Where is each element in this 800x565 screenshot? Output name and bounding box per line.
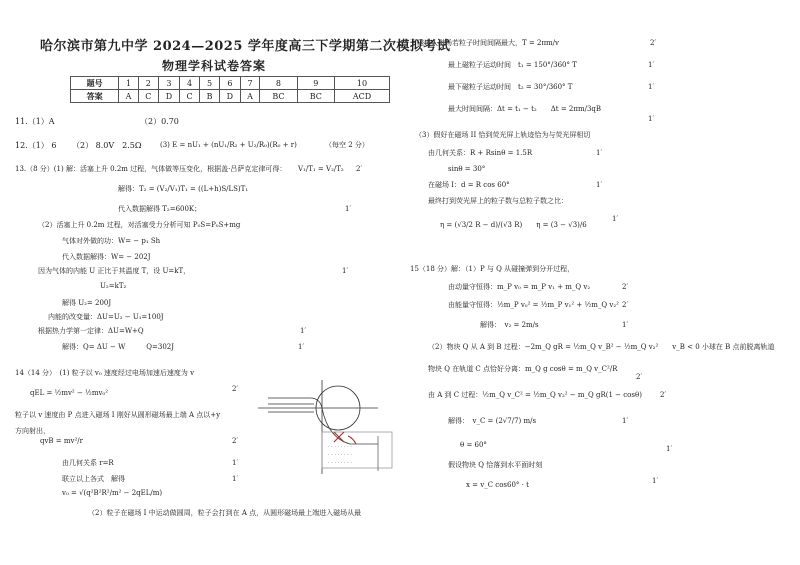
q15-assume: 假设物块 Q 恰落到水平面时刻 (448, 461, 543, 469)
table-cell: 9 (297, 77, 334, 90)
right-line-10: η = (√3/2 R − d)/(√3 R) η = (3 − √3)/6 (440, 221, 587, 229)
table-cell: A (240, 90, 259, 103)
right-line-1: 下磁进入磁场若粒子时间间隔最大，T = 2πm/v (410, 39, 559, 47)
page-subtitle: 物理学科试卷答案 (162, 59, 267, 73)
q14-eq2: qvB = mv²/r (40, 437, 83, 445)
q13-score-3: 1′ (342, 267, 349, 275)
q13-work: 气体对外做的功：W= − p₁ Sh (62, 237, 161, 245)
q13-delta-u: 内能的改变量：ΔU=U₂ − U₁=100J (48, 313, 164, 321)
q13-value: 代入数据解得 T₂=600K； (118, 205, 202, 213)
q15-v2: 解得： v₂ = 2m/s (480, 321, 539, 329)
q15-score-1: 2′ (622, 283, 629, 291)
q14-part2: （2）粒子在磁场 I 中运动做圆周，粒子会打到在 A 点，从圆形磁场最上端进入磁场从最 (88, 509, 362, 517)
q13-score-4: 1′ (300, 327, 307, 335)
row-label: 题号 (71, 77, 119, 90)
q13-score-1: 2′ (356, 165, 363, 173)
table-cell: ACD (335, 90, 390, 103)
table-cell: 3 (158, 77, 179, 90)
right-line-6: 由几何关系：R + Rsinθ = 1.5R (428, 149, 533, 157)
right-score-6: 1′ (596, 149, 603, 157)
q15-score-2: 2′ (622, 301, 629, 309)
q14-eq4: 联立以上各式 解得 (62, 475, 125, 483)
q14-line2: 方向射出， (15, 427, 50, 435)
table-row (71, 77, 390, 90)
q13-heat: 解得：Q= ΔU − W Q=302J (62, 343, 175, 351)
q12-answer-b: （2） 8.0V 2.5Ω (72, 141, 142, 150)
svg-text:· · · · · · · ·: · · · · · · · · (328, 460, 352, 466)
q12-note: （每空 2 分） (325, 141, 369, 149)
q13-score-2: 1′ (345, 205, 352, 213)
q15-score-4: 2′ (636, 373, 643, 381)
q14-score-2: 2′ (232, 437, 239, 445)
table-cell: 10 (335, 77, 390, 90)
table-cell: A (119, 90, 138, 103)
magnetic-field-diagram (258, 376, 398, 476)
right-score-3: 1′ (648, 83, 655, 91)
q13-u2: U₂=kT₂ (100, 282, 127, 290)
q15-score-3: 1′ (622, 321, 629, 329)
q13-law: V₁/T₁ = V₂/T₂ (298, 165, 344, 173)
svg-text:· · · · · · · ·: · · · · · · · · (328, 452, 352, 458)
right-line-8: 在磁场 I：d = R cos 60° (428, 181, 510, 189)
q14-eq3: 由几何关系 r=R (62, 459, 114, 467)
q12-answer-c: (3) E = nU₁ + (nU₁/R₂ + U₂/R₀)(R₀ + r) (160, 141, 297, 149)
right-line-9: 最终打到荧光屏上的粒子数与总粒子数之比： (428, 197, 568, 205)
q13-energy: 因为气体的内能 U 正比于其温度 T，设 U=kT， (38, 267, 191, 275)
right-score-8: 1′ (596, 181, 603, 189)
q13-head: 13.（8 分）(1) 解：活塞上升 0.2m 过程，气体做等压变化，根据盖·吕萨克定律可得： (15, 165, 287, 173)
q15-momentum: 由动量守恒得：m_P v₀ = m_P v₁ + m_Q v₂ (448, 283, 591, 291)
table-cell: 7 (240, 77, 259, 90)
q13-part2: （2）活塞上升 0.2m 过程，对活塞受力分析可知 P₀S=P₀S+mg (38, 221, 241, 229)
q13-work-value: 代入数据解得：W= − 202J (62, 253, 151, 261)
q15-theta: θ = 60° (460, 441, 487, 449)
right-line-7: sinθ = 30° (448, 165, 486, 173)
q14-score-3: 1′ (232, 459, 239, 467)
right-score-2: 1′ (648, 61, 655, 69)
table-cell: BC (260, 90, 297, 103)
right-score-4: 1′ (648, 115, 655, 123)
q13-first-law: 根据热力学第一定律：ΔU=W+Q (38, 327, 144, 335)
table-cell: D (158, 90, 179, 103)
right-line-3: 最下磁粒子运动时间 t₂ = 30°/360° T (448, 83, 573, 91)
table-cell: 1 (119, 77, 138, 90)
q15-a-to-c: 由 A 到 C 过程：½m_Q v_C² = ½m_Q v₂² − m_Q gR(1 − cosθ) (428, 391, 642, 399)
table-cell: 5 (200, 77, 220, 90)
q13-u2-value: 解得 U₂= 200J (62, 299, 112, 307)
q15-score-5: 2′ (660, 391, 667, 399)
q15-x: x = v_C cos60° · t (466, 481, 529, 489)
q15-energy: 由能量守恒得：½m_P v₀² = ½m_P v₁² + ½m_Q v₂² (448, 301, 619, 309)
q14-head: 14（14 分） (1) 粒子以 v₀ 速度经过电场加速后速度为 v (15, 369, 195, 377)
q15-vc: 解得： v_C = (2√7/7) m/s (448, 417, 537, 425)
table-cell: C (179, 90, 199, 103)
q15-score-8: 1′ (652, 477, 659, 485)
q14-line: 粒子以 v 速度由 P 点进入磁场 I 刚好从圆形磁场最上端 A 点以+y (15, 411, 221, 419)
q15-part2: （2）物块 Q 从 A 到 B 过程：−2m_Q gR = ½m_Q v_B² − ½m_Q v₂² v_B < 0 小球在 B 点前脱离轨道 (428, 343, 775, 351)
table-cell: 8 (260, 77, 297, 90)
table-cell: B (200, 90, 220, 103)
answer-table (70, 76, 390, 103)
table-cell: BC (297, 90, 334, 103)
q12-answer: 12.（1） 6 (15, 141, 57, 150)
q11-answer-b: （2）0.70 (140, 117, 179, 126)
q14-score-4: 1′ (232, 475, 239, 483)
q15-head: 15（18 分）解：（1）P 与 Q 从碰撞弹到分开过程， (410, 265, 575, 273)
table-cell: D (219, 90, 240, 103)
svg-text:· · · · · · · ·: · · · · · · · · (328, 444, 352, 450)
q15-separate: 物块 Q 在轨道 C 点恰好分离：m_Q g cosθ = m_Q v_C²/R (428, 365, 618, 373)
q15-score-7: 1′ (666, 445, 673, 453)
q15-score-6: 1′ (622, 417, 629, 425)
table-cell: 6 (219, 77, 240, 90)
table-row (71, 90, 390, 103)
q14-eq1: qEL = ½mv² − ½mv₀² (30, 389, 109, 397)
q14-score-1: 2′ (232, 385, 239, 393)
right-score-1: 2′ (650, 39, 657, 47)
q14-eq5: v₀ = √(q²B²R²/m² − 2qEL/m) (62, 489, 163, 497)
table-cell: 2 (138, 77, 158, 90)
q13-solve: 解得：T₂ = (V₂/V₁)T₁ = ((L+h)S/LS)T₁ (118, 185, 249, 193)
q11-answer: 11.（1）A (15, 117, 55, 126)
table-cell: 4 (179, 77, 199, 90)
row-label: 答案 (71, 90, 119, 103)
right-line-2: 最上磁粒子运动时间 t₁ = 150°/360° T (448, 61, 577, 69)
right-line-5: （3）假好在磁场 II 恰到荧光屏上轨迹恰为与荧光屏相切 (415, 131, 591, 139)
right-score-10: 1′ (612, 215, 619, 223)
q13-score-5: 1′ (298, 343, 305, 351)
right-line-4: 最大时间间隔：Δt = t₁ − t₂ Δt = 2πm/3qB (448, 105, 602, 113)
table-cell: C (138, 90, 158, 103)
page-title: 哈尔滨市第九中学 2024—2025 学年度高三下学期第二次模拟考试 (40, 39, 451, 54)
